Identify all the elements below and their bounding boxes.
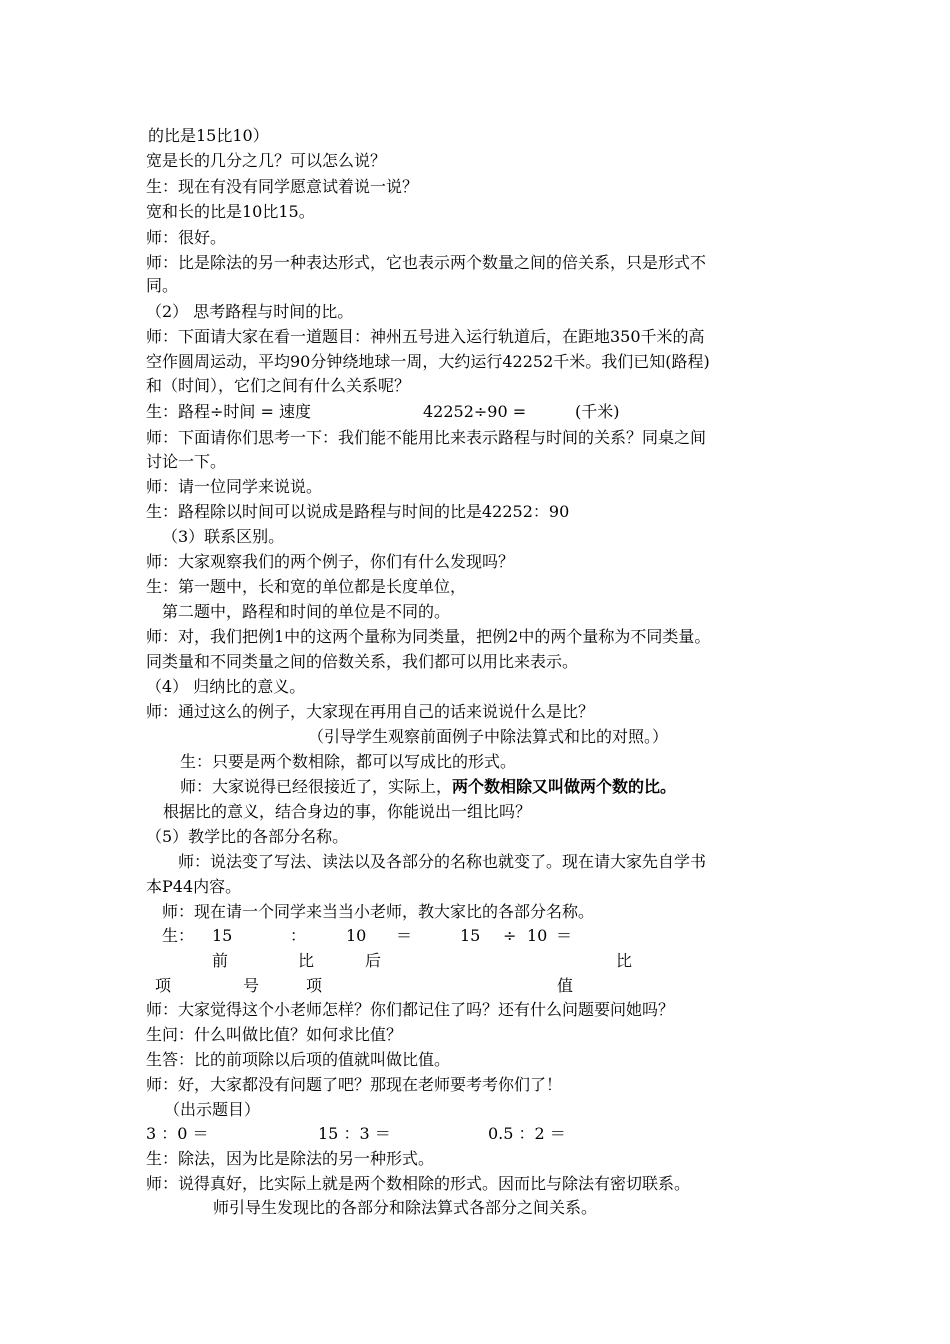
text-line: 师：比是除法的另一种表达形式，它也表示两个数量之间的倍关系，只是形式不 bbox=[146, 253, 707, 272]
text-line: 师：大家观察我们的两个例子，你们有什么发现吗？ bbox=[146, 552, 515, 571]
text-line: 师：下面请你们思考一下：我们能不能用比来表示路程与时间的关系？同桌之间 bbox=[146, 428, 707, 447]
equals-sign: ＝ bbox=[556, 926, 573, 945]
text-line: 生答：比的前项除以后项的值就叫做比值。 bbox=[146, 1050, 451, 1069]
text-line: 生问：什么叫做比值？如何求比值？ bbox=[146, 1025, 403, 1044]
text-line: 同类量和不同类量之间的倍数关系，我们都可以用比来表示。 bbox=[146, 652, 579, 671]
text-line: 生：除法，因为比是除法的另一种形式。 bbox=[146, 1149, 435, 1168]
text-line: 生：路程÷时间 = 速度 bbox=[146, 402, 311, 421]
part-label: 后 bbox=[365, 951, 382, 970]
text-line: 师引导生发现比的各部分和除法算式各部分之间关系。 bbox=[213, 1198, 598, 1217]
part-label: 项 bbox=[155, 976, 172, 995]
exercise-question: 0.5 ：2 ＝ bbox=[488, 1124, 566, 1143]
text-line: （引导学生观察前面例子中除法算式和比的对照。） bbox=[308, 727, 669, 746]
section-heading: （5）教学比的各部分名称。 bbox=[146, 827, 349, 846]
part-label: 项 bbox=[306, 976, 323, 995]
text-line: (千米) bbox=[575, 402, 620, 421]
ratio-demo-row bbox=[0, 926, 950, 946]
ratio-back-number: 10 bbox=[346, 926, 367, 945]
text-line: 师：大家觉得这个小老师怎样？你们都记住了吗？还有什么问题要问她吗？ bbox=[146, 1000, 675, 1019]
ratio-demo-row bbox=[0, 976, 950, 996]
ratio-front-number: 15 bbox=[212, 926, 233, 945]
divisor-number: 10 bbox=[527, 926, 548, 945]
text-line: 空作圆周运动，平均90分钟绕地球一周，大约运行42252千米。我们已知(路程) bbox=[146, 352, 710, 371]
text-line: 师：通过这么的例子，大家现在再用自己的话来说说什么是比？ bbox=[146, 702, 595, 721]
text-line: 和（时间），它们之间有什么关系呢？ bbox=[146, 376, 411, 395]
dividend-number: 15 bbox=[460, 926, 481, 945]
section-heading: （3）联系区别。 bbox=[162, 527, 285, 546]
text-line: 根据比的意义，结合身边的事，你能说出一组比吗？ bbox=[163, 802, 532, 821]
exercise-row bbox=[0, 1124, 950, 1144]
text-line: 师：请一位同学来说说。 bbox=[146, 477, 323, 496]
bold-emphasis: 两个数相除又叫做两个数的比。 bbox=[452, 777, 677, 796]
part-label: 号 bbox=[243, 976, 260, 995]
equals-sign: ＝ bbox=[396, 926, 413, 945]
ratio-demo-row bbox=[0, 951, 950, 971]
text-line: 师：说得真好，比实际上就是两个数相除的形式。因而比与除法有密切联系。 bbox=[146, 1174, 691, 1193]
text-line: （出示题目） bbox=[164, 1100, 261, 1119]
part-label: 前 bbox=[212, 951, 229, 970]
text-line bbox=[180, 777, 676, 797]
part-label: 比 bbox=[298, 951, 315, 970]
ratio-colon: ： bbox=[290, 926, 307, 945]
text-line: 本P44内容。 bbox=[146, 877, 242, 896]
exercise-question: 3 ：0 ＝ bbox=[146, 1124, 209, 1143]
text-line: 师：好，大家都没有问题了吧？那现在老师要考考你们了！ bbox=[146, 1075, 563, 1094]
text-line: 师：下面请大家在看一道题目：神州五号进入运行轨道后，在距地350千米的高 bbox=[146, 327, 705, 346]
text-segment: 师：大家说得已经很接近了，实际上， bbox=[180, 777, 453, 796]
text-line: 生：路程除以时间可以说成是路程与时间的比是42252：90 bbox=[146, 502, 570, 521]
exercise-question: 15 ：3 ＝ bbox=[318, 1124, 391, 1143]
text-line: 的比是15比10） bbox=[148, 126, 269, 145]
part-label: 值 bbox=[557, 976, 574, 995]
speaker-label: 生： bbox=[162, 926, 195, 945]
text-line: 生：第一题中，长和宽的单位都是长度单位， bbox=[146, 577, 467, 596]
section-heading: （2） 思考路程与时间的比。 bbox=[146, 302, 354, 321]
part-label: 比 bbox=[616, 951, 633, 970]
text-line: 宽是长的几分之几？可以怎么说？ bbox=[146, 151, 387, 170]
text-line: 师：说法变了写法、读法以及各部分的名称也就变了。现在请大家先自学书 bbox=[178, 852, 707, 871]
text-line: 师：对，我们把例1中的这两个量称为同类量，把例2中的两个量称为不同类量。 bbox=[146, 627, 711, 646]
text-line: 生：现在有没有同学愿意试着说一说？ bbox=[146, 177, 419, 196]
text-line: 生：只要是两个数相除，都可以写成比的形式。 bbox=[180, 752, 517, 771]
text-line: 讨论一下。 bbox=[146, 452, 227, 471]
text-line: 师：很好。 bbox=[146, 228, 227, 247]
text-line: 第二题中，路程和时间的单位是不同的。 bbox=[162, 602, 451, 621]
division-sign: ÷ bbox=[503, 926, 517, 945]
text-line: 同。 bbox=[146, 276, 179, 295]
text-line: 42252÷90 = bbox=[423, 402, 527, 421]
section-heading: （4） 归纳比的意义。 bbox=[146, 677, 306, 696]
text-line: 师：现在请一个同学来当当小老师，教大家比的各部分名称。 bbox=[162, 902, 595, 921]
text-line: 宽和长的比是10比15。 bbox=[146, 202, 315, 221]
